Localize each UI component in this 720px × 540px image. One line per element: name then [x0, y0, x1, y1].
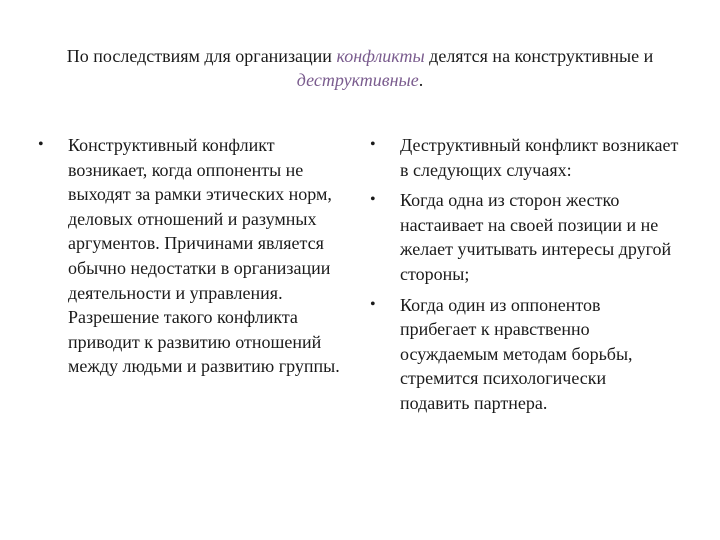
list-item-text: Конструктивный конфликт возникает, когда оппоненты не выходят за рамки этических норм, деловых отношений и разумных аргументов. Причинами является обычно недостатки в организации деятельности и управления. Разрешение такого конфликта приводит к развитию отношений между людьми и развитию группы.: [68, 135, 340, 377]
right-column-list: [370, 133, 680, 422]
title-text-3: .: [418, 70, 424, 90]
bullet-icon: •: [370, 136, 376, 153]
list-item: [38, 133, 348, 379]
bullet-icon: •: [370, 295, 376, 313]
list-item-text: Деструктивный конфликт возникает в следующих случаях:: [400, 135, 679, 180]
left-column-list: [38, 133, 348, 385]
list-item: [370, 133, 680, 182]
bullet-icon: •: [38, 136, 44, 153]
slide-title: [60, 44, 660, 92]
list-item-text: Когда одна из сторон жестко настаивает на своей позиции и не желает учитывать интересы другой стороны;: [400, 190, 672, 284]
list-item: [370, 188, 680, 286]
title-text-1: По последствиям для организации: [66, 46, 337, 66]
list-item: [370, 293, 680, 416]
bullet-icon: •: [370, 191, 376, 209]
title-accent-conflicts: конфликты: [336, 46, 425, 66]
list-item-text: Когда один из оппонентов прибегает к нравственно осуждаемым методам борьбы, стремится психологически подавить партнера.: [400, 294, 633, 413]
title-accent-destructive: деструктивные: [296, 70, 419, 90]
title-text-2: делятся на конструктивные и: [424, 46, 654, 66]
